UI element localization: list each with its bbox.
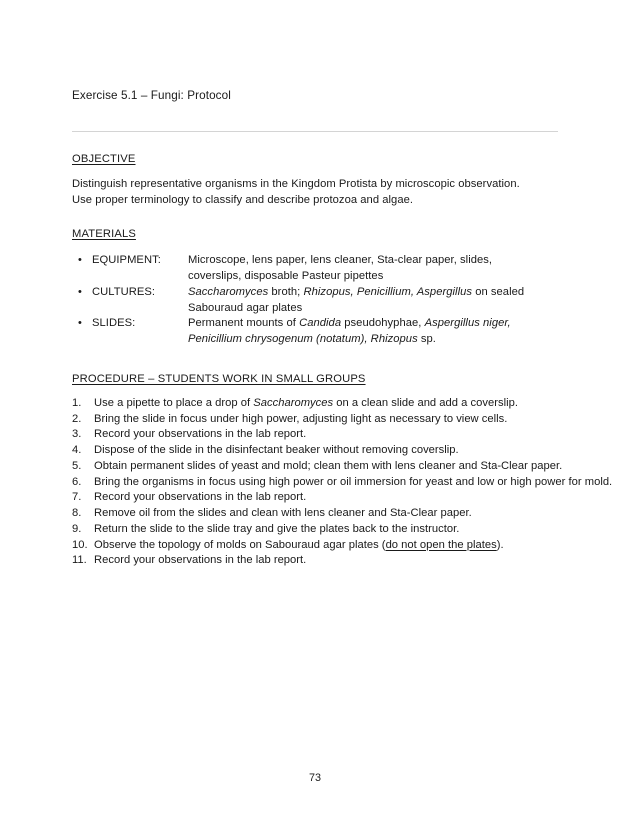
materials-list	[72, 253, 558, 348]
materials-value-line-2: Penicillium chrysogenum (notatum), Rhizopus sp.	[188, 333, 436, 346]
step-number: 1.	[72, 396, 82, 409]
section-heading-procedure: PROCEDURE – STUDENTS WORK IN SMALL GROUPS	[72, 372, 366, 385]
step-number: 8.	[72, 507, 82, 520]
step-text: Obtain permanent slides of yeast and mold; clean them with lens cleaner and Sta-Clear paper.	[94, 459, 563, 472]
step-number: 9.	[72, 522, 82, 535]
list-item	[72, 475, 613, 491]
page-title: Exercise 5.1 – Fungi: Protocol	[72, 89, 231, 102]
section-heading-objective: OBJECTIVE	[72, 153, 136, 165]
page-number: 73	[308, 772, 321, 784]
list-item	[72, 506, 558, 522]
list-item	[72, 490, 558, 506]
objective-line-1: Distinguish representative organisms in the Kingdom Protista by microscopic observation.	[72, 177, 520, 190]
step-number: 5.	[72, 459, 82, 472]
list-item	[72, 553, 558, 569]
materials-value-line-2: coverslips, disposable Pasteur pipettes	[188, 269, 384, 282]
bullet-icon: •	[78, 285, 82, 298]
materials-label: SLIDES:	[92, 317, 136, 330]
bullet-icon: •	[78, 254, 82, 267]
step-text: Observe the topology of molds on Sabouraud agar plates (do not open the plates).	[94, 538, 504, 551]
bullet-icon: •	[78, 317, 82, 330]
step-text: Use a pipette to place a drop of Saccharomyces on a clean slide and add a coverslip.	[94, 396, 518, 409]
step-text: Bring the organisms in focus using high power or oil immersion for yeast and low or high power for mold.	[94, 475, 613, 488]
step-number: 4.	[72, 444, 82, 457]
list-item	[72, 538, 558, 554]
step-text: Return the slide to the slide tray and give the plates back to the instructor.	[94, 522, 460, 535]
step-text: Remove oil from the slides and clean with lens cleaner and Sta-Clear paper.	[94, 507, 472, 520]
list-item	[72, 459, 563, 475]
step-text: Bring the slide in focus under high power, adjusting light as necessary to view cells.	[94, 412, 508, 425]
step-number: 3.	[72, 428, 82, 441]
list-item	[72, 253, 558, 285]
materials-label: EQUIPMENT:	[92, 254, 161, 267]
materials-value-line-1: Permanent mounts of Candida pseudohyphae, Aspergillus niger,	[188, 317, 511, 330]
step-number: 7.	[72, 491, 82, 504]
step-text: Dispose of the slide in the disinfectant beaker without removing coverslip.	[94, 444, 459, 457]
list-item	[72, 396, 558, 412]
step-number: 10.	[72, 538, 88, 551]
objective-line-2: Use proper terminology to classify and describe protozoa and algae.	[72, 193, 414, 206]
list-item	[72, 412, 558, 428]
step-text: Record your observations in the lab report.	[94, 428, 307, 441]
materials-value	[188, 316, 558, 348]
step-number: 6.	[72, 475, 82, 488]
materials-label: CULTURES:	[92, 285, 156, 298]
list-item	[72, 522, 558, 538]
list-item	[72, 443, 558, 459]
materials-value	[188, 285, 558, 317]
materials-value-line-1: Saccharomyces broth; Rhizopus, Penicillium, Aspergillus on sealed	[188, 285, 525, 298]
step-number: 2.	[72, 412, 82, 425]
step-text: Record your observations in the lab report.	[94, 491, 307, 504]
list-item	[72, 285, 558, 317]
header-divider	[72, 131, 558, 132]
section-heading-materials: MATERIALS	[72, 228, 136, 241]
list-item	[72, 427, 558, 443]
step-number: 11.	[72, 554, 87, 567]
document-body	[72, 88, 613, 569]
step-text: Record your observations in the lab report.	[94, 554, 307, 567]
materials-value-line-1: Microscope, lens paper, lens cleaner, Sta-clear paper, slides,	[188, 254, 493, 267]
list-item	[72, 316, 558, 348]
procedure-list	[72, 396, 613, 569]
materials-value	[188, 253, 558, 285]
materials-value-line-2: Sabouraud agar plates	[188, 301, 303, 314]
